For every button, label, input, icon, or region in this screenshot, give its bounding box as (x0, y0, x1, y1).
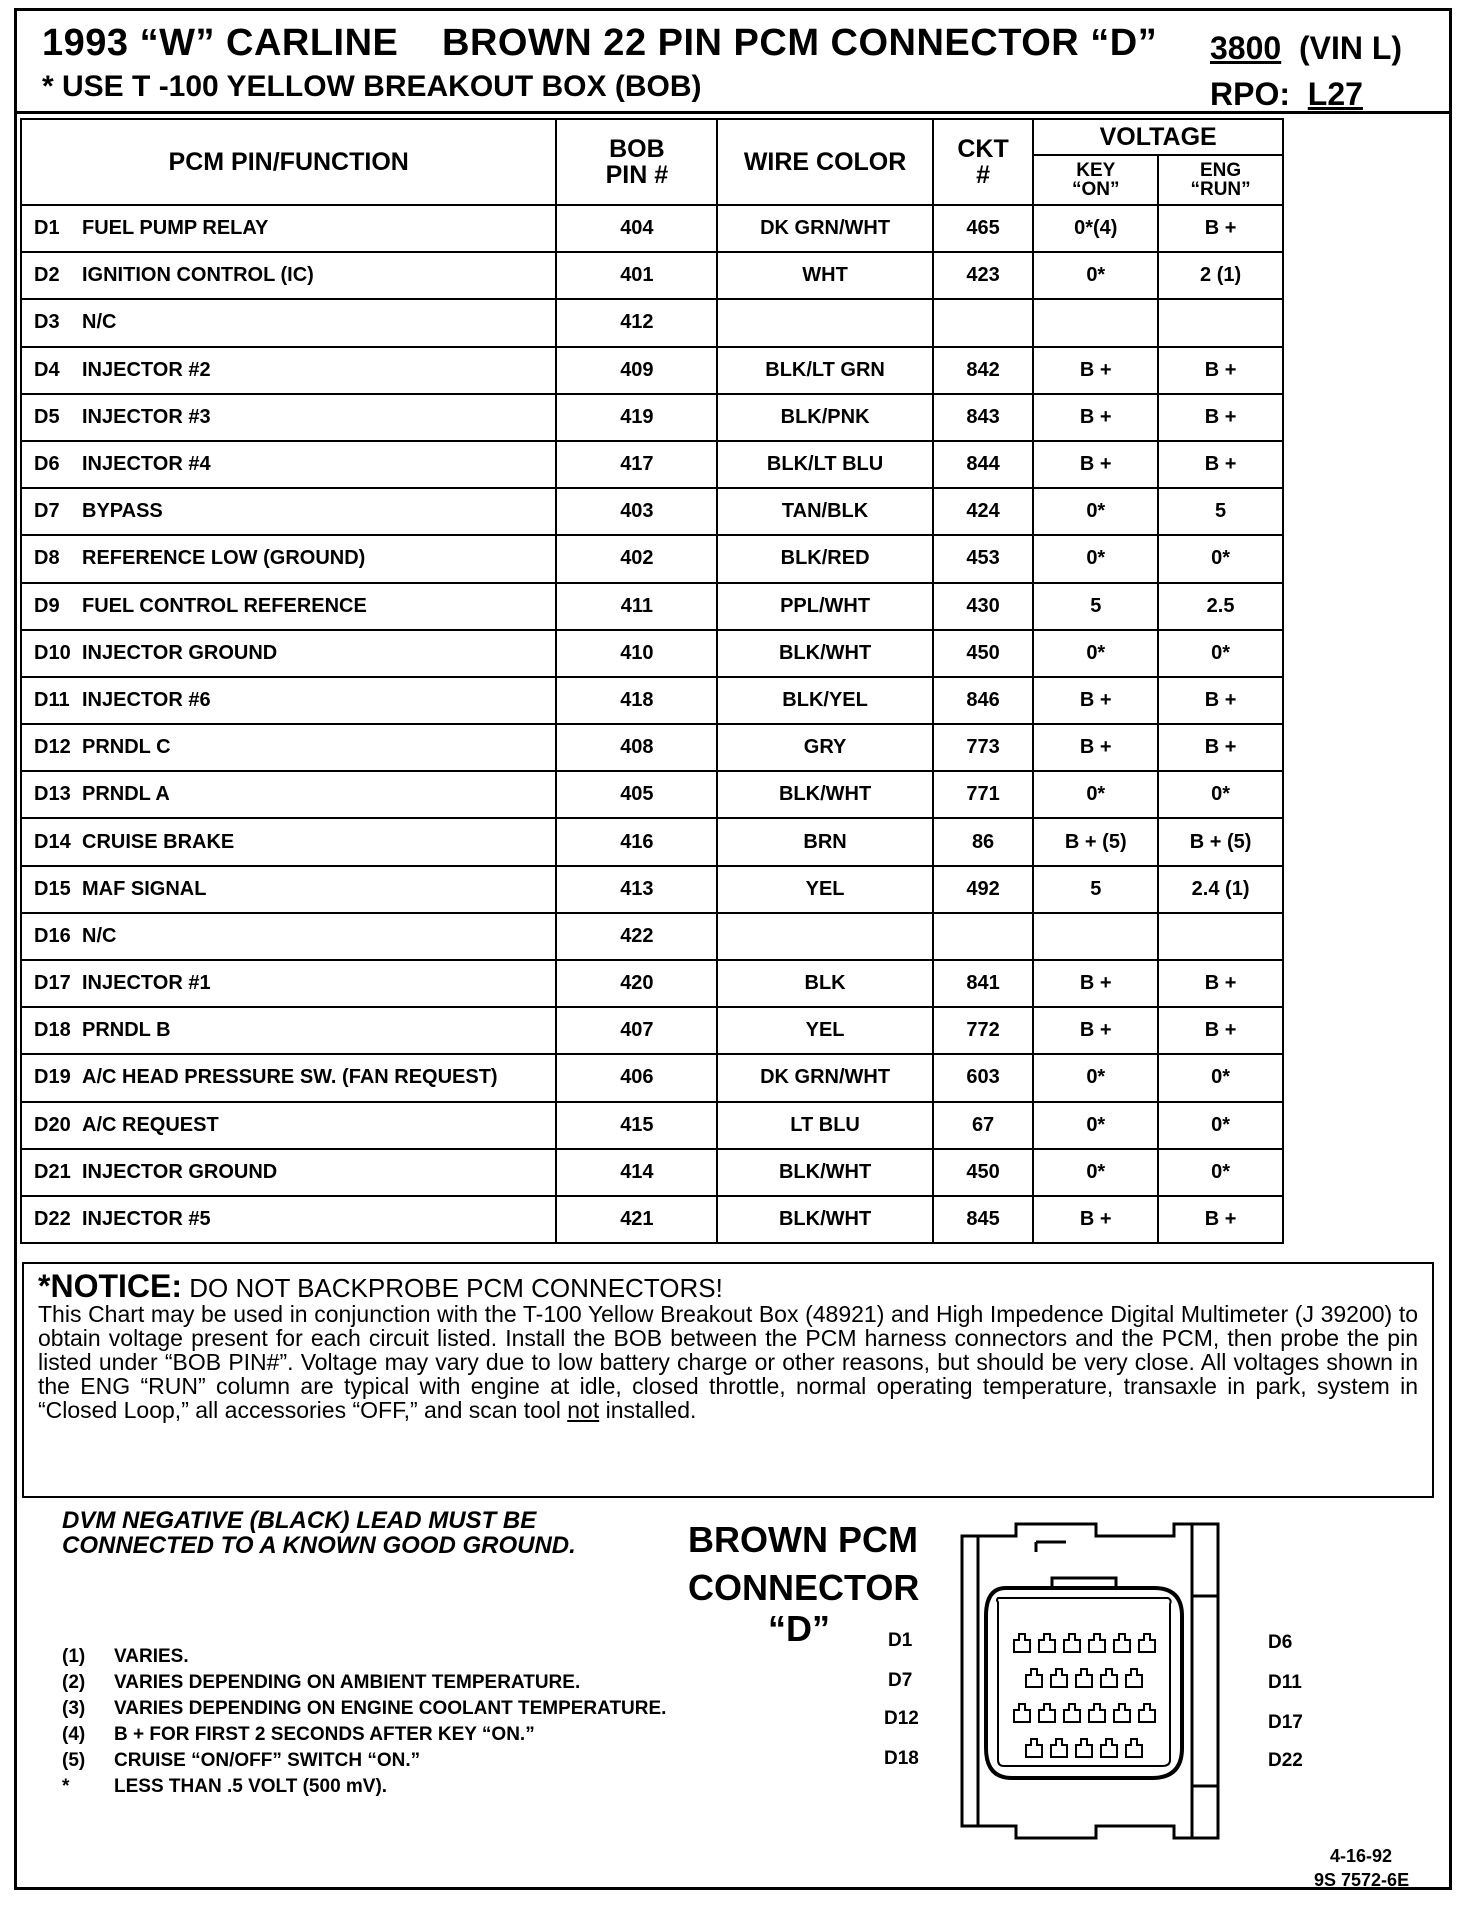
bob-pin-cell: 416 (556, 818, 717, 865)
footnote-item: (3) VARIES DEPENDING ON ENGINE COOLANT TEMPERATURE. (62, 1698, 667, 1719)
connector-title: BROWN 22 PIN PCM CONNECTOR “D” (442, 22, 1158, 64)
pin-function-cell: D6 INJECTOR #4 (21, 441, 556, 488)
connector-cavity (1051, 1739, 1067, 1757)
connector-label: BROWN PCM CONNECTOR (688, 1519, 920, 1608)
wire-color-cell: GRY (717, 724, 932, 771)
ckt-cell: 450 (933, 1149, 1034, 1196)
pin-label-d11: D11 (1268, 1672, 1302, 1693)
connector-cavity (1076, 1669, 1092, 1687)
eng-run-cell: B + (1158, 960, 1283, 1007)
bob-pin-cell: 404 (556, 205, 717, 252)
ckt-cell: 424 (933, 488, 1034, 535)
bob-pin-cell: 409 (556, 347, 717, 394)
connector-cavity (1064, 1634, 1080, 1652)
header (14, 8, 1452, 114)
bob-pin-cell: 403 (556, 488, 717, 535)
eng-run-cell: B + (1158, 677, 1283, 724)
bob-pin-cell: 418 (556, 677, 717, 724)
table-row (21, 347, 1283, 394)
footnote-item: (4) B + FOR FIRST 2 SECONDS AFTER KEY “ON.” (62, 1724, 535, 1745)
ckt-cell: 67 (933, 1102, 1034, 1149)
ckt-cell (933, 299, 1034, 346)
key-on-cell: 0* (1033, 630, 1158, 677)
key-on-cell: 5 (1033, 866, 1158, 913)
table-row (21, 771, 1283, 818)
ckt-cell: 841 (933, 960, 1034, 1007)
key-on-cell: B + (1033, 724, 1158, 771)
pin-function-cell: D3 N/C (21, 299, 556, 346)
ckt-cell: 771 (933, 771, 1034, 818)
table-row (21, 535, 1283, 582)
notice-body: This Chart may be used in conjunction with the T-100 Yellow Breakout Box (48921) and High Impedence Digital Multimeter (J 39200) to obtain voltage present for each circuit listed. Install the BOB between the PCM harness connectors and the PCM, then probe the pin listed under “BOB PIN#”. Voltage may vary due to low battery charge or other reasons, but should be very close. All voltages shown in the ENG “RUN” column are typical with engine at idle, closed throttle, normal operating temperature, transaxle in park, system in “Closed Loop,” all accessories “OFF,” and scan tool not installed. (38, 1301, 1418, 1423)
carline-title: 1993 “W” CARLINE (42, 22, 399, 64)
ckt-cell: 430 (933, 583, 1034, 630)
eng-run-cell (1158, 299, 1283, 346)
key-on-cell: B + (1033, 1196, 1158, 1243)
wire-color-cell: DK GRN/WHT (717, 205, 932, 252)
connector-cavity (1139, 1634, 1155, 1652)
key-on-cell: 0*(4) (1033, 205, 1158, 252)
footnotes (62, 1644, 666, 1800)
ckt-cell: 846 (933, 677, 1034, 724)
key-on-cell: 0* (1033, 252, 1158, 299)
notice-head (38, 1268, 1418, 1304)
pin-function-cell: D16 N/C (21, 913, 556, 960)
key-on-cell: 5 (1033, 583, 1158, 630)
connector-cavity (1101, 1669, 1117, 1687)
wire-color-cell: BLK (717, 960, 932, 1007)
bob-pin-cell: 402 (556, 535, 717, 582)
eng-run-cell: 2 (1) (1158, 252, 1283, 299)
eng-run-cell: B + (1158, 1196, 1283, 1243)
table-row (21, 1007, 1283, 1054)
wire-color-cell: BLK/YEL (717, 677, 932, 724)
dvm-warning: DVM NEGATIVE (BLACK) LEAD MUST BE CONNECTED TO A KNOWN GOOD GROUND. (62, 1507, 576, 1559)
wire-color-cell: YEL (717, 866, 932, 913)
connector-cavity (1089, 1704, 1105, 1722)
wire-color-cell: PPL/WHT (717, 583, 932, 630)
wire-color-cell: BRN (717, 818, 932, 865)
bob-pin-cell: 422 (556, 913, 717, 960)
table-row (21, 1196, 1283, 1243)
print-date: 4-16-92 (1330, 1846, 1393, 1866)
pin-function-cell: D11 INJECTOR #6 (21, 677, 556, 724)
engine-code: 3800 (1210, 30, 1282, 66)
connector-cavity (1126, 1669, 1142, 1687)
connector-cavity (1064, 1704, 1080, 1722)
col-header-key-on: KEY “ON” (1033, 155, 1158, 205)
eng-run-cell: B + (1158, 441, 1283, 488)
bob-pin-cell: 420 (556, 960, 717, 1007)
table-row (21, 960, 1283, 1007)
ckt-cell: 465 (933, 205, 1034, 252)
ckt-cell: 603 (933, 1054, 1034, 1101)
rpo-info (1210, 76, 1363, 113)
connector-cavity (1026, 1669, 1042, 1687)
title-line (42, 22, 1158, 65)
wire-color-cell: BLK/WHT (717, 1196, 932, 1243)
bob-pin-cell: 401 (556, 252, 717, 299)
bob-pin-cell: 413 (556, 866, 717, 913)
connector-cavity (1026, 1739, 1042, 1757)
wire-color-cell: BLK/LT GRN (717, 347, 932, 394)
table-row (21, 488, 1283, 535)
bob-pin-cell: 412 (556, 299, 717, 346)
pin-function-cell: D2 IGNITION CONTROL (IC) (21, 252, 556, 299)
table-row (21, 1054, 1283, 1101)
table-row (21, 1102, 1283, 1149)
pin-function-cell: D21 INJECTOR GROUND (21, 1149, 556, 1196)
col-header-wire-color: WIRE COLOR (717, 119, 932, 205)
eng-run-cell: B + (5) (1158, 818, 1283, 865)
wire-color-cell (717, 913, 932, 960)
wire-color-cell: BLK/PNK (717, 394, 932, 441)
footnote-item: (1) VARIES. (62, 1646, 189, 1667)
pin-label-d6: D6 (1268, 1632, 1293, 1653)
eng-run-cell: 0* (1158, 1102, 1283, 1149)
connector-cavity (1114, 1634, 1130, 1652)
ckt-cell: 423 (933, 252, 1034, 299)
ckt-cell: 843 (933, 394, 1034, 441)
col-header-bob-pin: BOB PIN # (556, 119, 717, 205)
pin-label-d22: D22 (1268, 1750, 1303, 1771)
pin-function-cell: D20 A/C REQUEST (21, 1102, 556, 1149)
pin-table (20, 118, 1284, 1244)
table-row (21, 866, 1283, 913)
connector-cavity (1051, 1669, 1067, 1687)
col-header-pin-function: PCM PIN/FUNCTION (21, 119, 556, 205)
key-on-cell (1033, 913, 1158, 960)
wire-color-cell: LT BLU (717, 1102, 932, 1149)
wire-color-cell: BLK/WHT (717, 771, 932, 818)
ckt-cell: 844 (933, 441, 1034, 488)
bob-pin-cell: 407 (556, 1007, 717, 1054)
col-header-ckt: CKT # (933, 119, 1034, 205)
table-row (21, 724, 1283, 771)
eng-run-cell: 0* (1158, 1054, 1283, 1101)
ckt-cell: 453 (933, 535, 1034, 582)
pin-function-cell: D7 BYPASS (21, 488, 556, 535)
key-on-cell: B + (1033, 1007, 1158, 1054)
eng-run-cell (1158, 913, 1283, 960)
wire-color-cell: BLK/RED (717, 535, 932, 582)
vin-code: (VIN L) (1298, 30, 1403, 66)
bob-pin-cell: 414 (556, 1149, 717, 1196)
ckt-cell: 772 (933, 1007, 1034, 1054)
footnote-item: (2) VARIES DEPENDING ON AMBIENT TEMPERATURE. (62, 1672, 581, 1693)
connector-cavity (1039, 1634, 1055, 1652)
wire-color-cell: WHT (717, 252, 932, 299)
eng-run-cell: 0* (1158, 1149, 1283, 1196)
engine-info (1210, 30, 1402, 67)
table-row (21, 677, 1283, 724)
bob-pin-cell: 415 (556, 1102, 717, 1149)
bob-pin-cell: 410 (556, 630, 717, 677)
eng-run-cell: 2.5 (1158, 583, 1283, 630)
pin-function-cell: D1 FUEL PUMP RELAY (21, 205, 556, 252)
wire-color-cell: YEL (717, 1007, 932, 1054)
key-on-cell (1033, 299, 1158, 346)
pin-function-cell: D22 INJECTOR #5 (21, 1196, 556, 1243)
eng-run-cell: B + (1158, 724, 1283, 771)
table-row (21, 394, 1283, 441)
notice-title: *NOTICE: (38, 1268, 182, 1304)
bob-pin-cell: 417 (556, 441, 717, 488)
bob-pin-cell: 421 (556, 1196, 717, 1243)
connector-cavity (1114, 1704, 1130, 1722)
eng-run-cell: B + (1158, 205, 1283, 252)
pin-function-cell: D8 REFERENCE LOW (GROUND) (21, 535, 556, 582)
ckt-cell: 842 (933, 347, 1034, 394)
ckt-cell: 86 (933, 818, 1034, 865)
table-row (21, 913, 1283, 960)
key-on-cell: B + (1033, 347, 1158, 394)
ckt-cell: 492 (933, 866, 1034, 913)
connector-cavity (1126, 1739, 1142, 1757)
connector-face (986, 1588, 1182, 1778)
key-on-cell: 0* (1033, 488, 1158, 535)
connector-cavity (1089, 1634, 1105, 1652)
col-header-voltage: VOLTAGE (1033, 119, 1283, 155)
pin-label-d7: D7 (888, 1670, 913, 1691)
notice-headline: DO NOT BACKPROBE PCM CONNECTORS! (189, 1273, 723, 1303)
wire-color-cell: DK GRN/WHT (717, 1054, 932, 1101)
table-row (21, 818, 1283, 865)
connector-cavity (1101, 1739, 1117, 1757)
key-on-cell: 0* (1033, 535, 1158, 582)
eng-run-cell: B + (1158, 1007, 1283, 1054)
table-row (21, 441, 1283, 488)
pin-function-cell: D15 MAF SIGNAL (21, 866, 556, 913)
wire-color-cell: TAN/BLK (717, 488, 932, 535)
eng-run-cell: 2.4 (1) (1158, 866, 1283, 913)
connector-cavity (1139, 1704, 1155, 1722)
bob-pin-cell: 408 (556, 724, 717, 771)
table-row (21, 252, 1283, 299)
key-on-cell: B + (5) (1033, 818, 1158, 865)
key-on-cell: 0* (1033, 771, 1158, 818)
key-on-cell: B + (1033, 441, 1158, 488)
notice-box (22, 1262, 1434, 1498)
eng-run-cell: 0* (1158, 630, 1283, 677)
eng-run-cell: 5 (1158, 488, 1283, 535)
bob-pin-cell: 406 (556, 1054, 717, 1101)
eng-run-cell: 0* (1158, 771, 1283, 818)
pin-function-cell: D10 INJECTOR GROUND (21, 630, 556, 677)
eng-run-cell: 0* (1158, 535, 1283, 582)
ckt-cell (933, 913, 1034, 960)
col-header-eng-run: ENG “RUN” (1158, 155, 1283, 205)
pin-function-cell: D14 CRUISE BRAKE (21, 818, 556, 865)
connector-cavity (1014, 1704, 1030, 1722)
wire-color-cell: BLK/WHT (717, 1149, 932, 1196)
ckt-cell: 450 (933, 630, 1034, 677)
table-row (21, 299, 1283, 346)
pin-label-d18: D18 (884, 1748, 919, 1769)
connector-cavity (1014, 1634, 1030, 1652)
footnote-item: * LESS THAN .5 VOLT (500 mV). (62, 1776, 388, 1797)
key-on-cell: 0* (1033, 1054, 1158, 1101)
wire-color-cell: BLK/WHT (717, 630, 932, 677)
eng-run-cell: B + (1158, 394, 1283, 441)
pin-label-d17: D17 (1268, 1712, 1303, 1733)
bob-pin-cell: 411 (556, 583, 717, 630)
table-row (21, 630, 1283, 677)
rpo-label: RPO: (1210, 76, 1290, 112)
pin-function-cell: D13 PRNDL A (21, 771, 556, 818)
pin-function-cell: D4 INJECTOR #2 (21, 347, 556, 394)
ckt-cell: 773 (933, 724, 1034, 771)
key-on-cell: B + (1033, 960, 1158, 1007)
ckt-cell: 845 (933, 1196, 1034, 1243)
bob-pin-cell: 419 (556, 394, 717, 441)
eng-run-cell: B + (1158, 347, 1283, 394)
connector-cavity (1076, 1739, 1092, 1757)
pin-function-cell: D5 INJECTOR #3 (21, 394, 556, 441)
pin-label-d12: D12 (884, 1708, 919, 1729)
connector-cavity (1039, 1704, 1055, 1722)
document-code: 9S 7572-6E (1314, 1870, 1410, 1890)
wire-color-cell (717, 299, 932, 346)
pin-function-cell: D17 INJECTOR #1 (21, 960, 556, 1007)
connector-shell (962, 1524, 1218, 1838)
pin-function-cell: D18 PRNDL B (21, 1007, 556, 1054)
wire-color-cell: BLK/LT BLU (717, 441, 932, 488)
footnote-item: (5) CRUISE “ON/OFF” SWITCH “ON.” (62, 1750, 421, 1771)
table-row (21, 1149, 1283, 1196)
pin-function-cell: D9 FUEL CONTROL REFERENCE (21, 583, 556, 630)
key-on-cell: B + (1033, 677, 1158, 724)
key-on-cell: 0* (1033, 1149, 1158, 1196)
pin-function-cell: D12 PRNDL C (21, 724, 556, 771)
breakout-note: * USE T -100 YELLOW BREAKOUT BOX (BOB) (42, 70, 702, 103)
pin-function-cell: D19 A/C HEAD PRESSURE SW. (FAN REQUEST) (21, 1054, 556, 1101)
connector-letter: “D” (768, 1608, 830, 1649)
table-row (21, 205, 1283, 252)
table-row (21, 583, 1283, 630)
key-on-cell: 0* (1033, 1102, 1158, 1149)
pin-label-d1: D1 (888, 1630, 913, 1651)
key-on-cell: B + (1033, 394, 1158, 441)
connector-diagram (956, 1516, 1256, 1846)
bob-pin-cell: 405 (556, 771, 717, 818)
rpo-code: L27 (1307, 76, 1363, 112)
